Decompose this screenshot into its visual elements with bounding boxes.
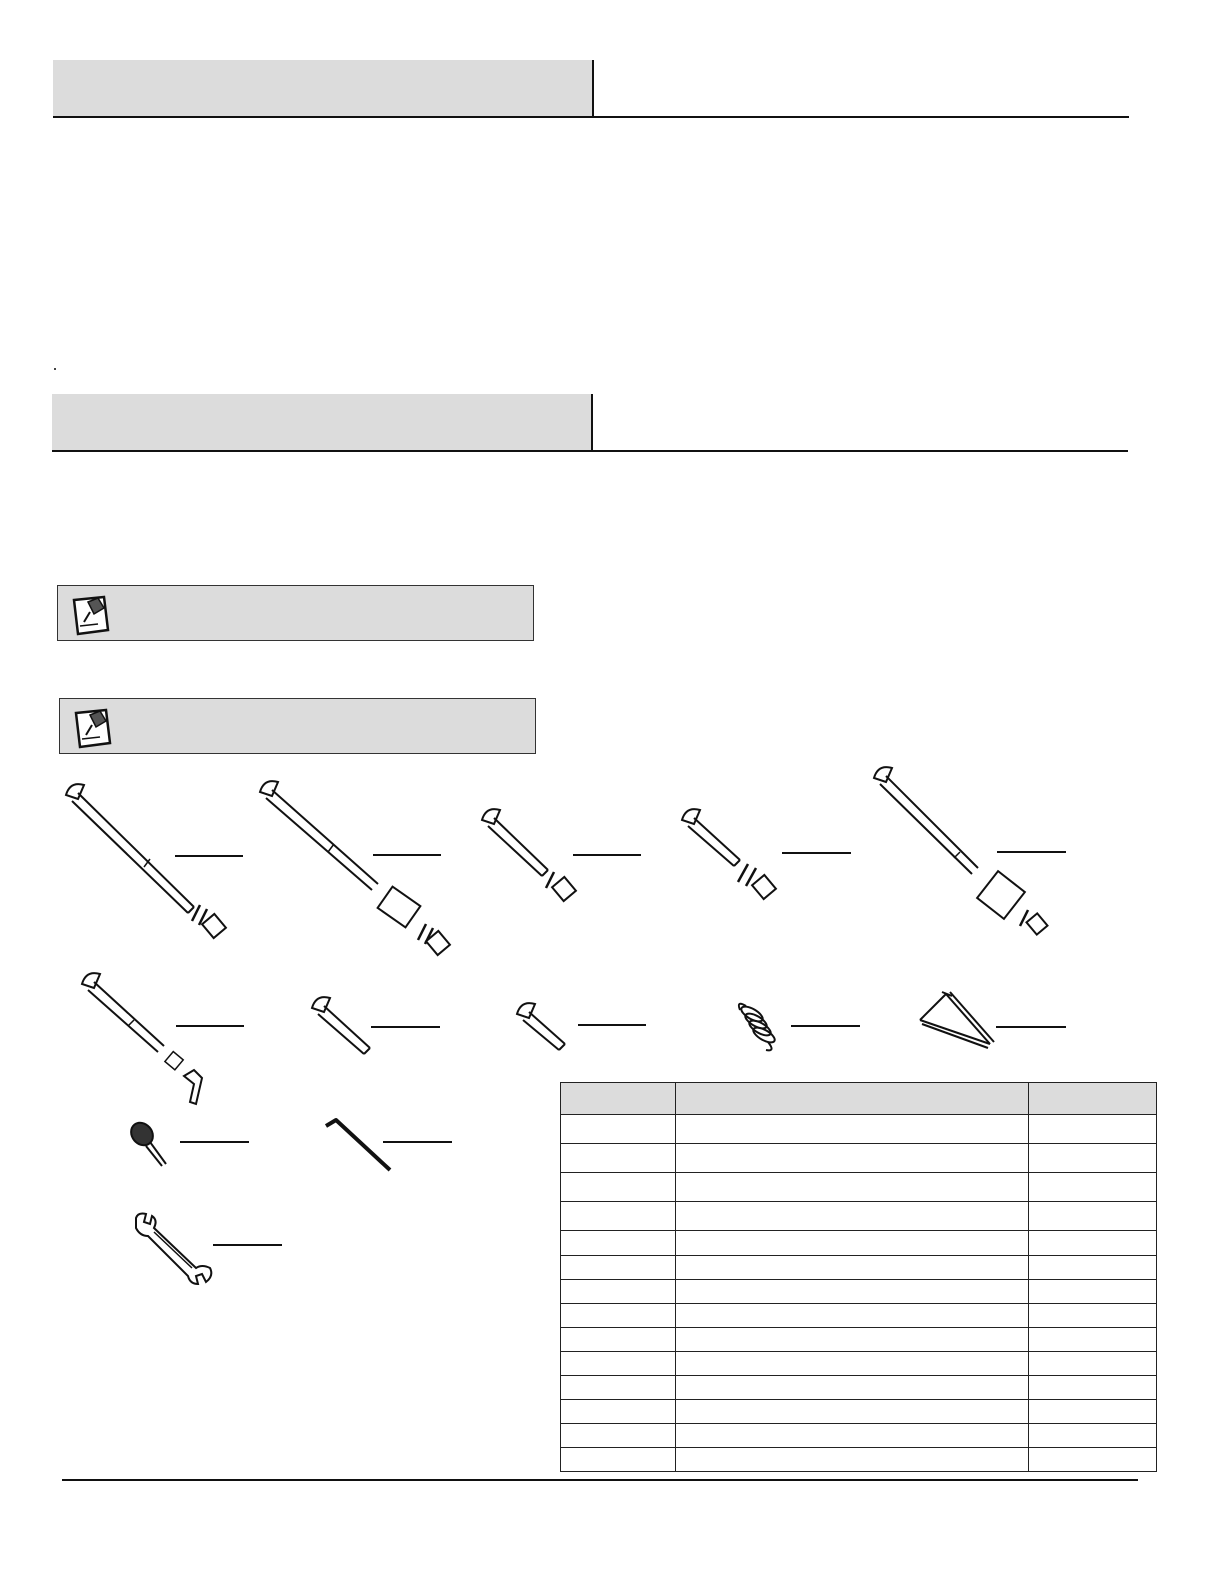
part-leader-line <box>573 854 641 856</box>
table-row <box>561 1256 1157 1280</box>
section-header-rule <box>52 450 1128 452</box>
table-cell <box>675 1448 1028 1472</box>
long-carriage-bolt-with-spacer-washer-and-nut-icon <box>254 772 454 964</box>
bolt-with-spacer-and-wing-nut-icon <box>78 966 218 1111</box>
part-leader-line <box>175 855 243 857</box>
note-box-2 <box>59 698 536 754</box>
open-end-wrench-icon <box>130 1210 216 1286</box>
note-box-1 <box>57 585 534 641</box>
long-carriage-bolt-with-washer-and-nut-icon <box>60 775 240 945</box>
section-header-2 <box>52 394 1128 452</box>
column-header <box>675 1083 1028 1115</box>
stray-mark <box>54 368 56 370</box>
table-cell <box>1029 1304 1157 1328</box>
part-leader-line <box>371 1026 440 1028</box>
table-cell <box>561 1173 676 1202</box>
a-frame-bracket-icon <box>916 988 996 1050</box>
table-cell <box>1029 1231 1157 1256</box>
table-cell <box>1029 1352 1157 1376</box>
long-bolt-with-spacer-and-nut-icon <box>870 760 1055 940</box>
table-cell <box>561 1231 676 1256</box>
note-pin-icon <box>70 705 116 751</box>
part-leader-line <box>373 854 441 856</box>
table-row <box>561 1173 1157 1202</box>
part-leader-line <box>383 1141 452 1143</box>
table-cell <box>561 1256 676 1280</box>
table-cell <box>675 1400 1028 1424</box>
table-row <box>561 1376 1157 1400</box>
section-header-shade <box>53 60 594 117</box>
table-cell <box>561 1328 676 1352</box>
table-cell <box>561 1304 676 1328</box>
table-row <box>561 1400 1157 1424</box>
note-pin-icon <box>68 592 114 638</box>
table-cell <box>675 1304 1028 1328</box>
table-cell <box>675 1231 1028 1256</box>
part-leader-line <box>997 851 1066 853</box>
table-row <box>561 1304 1157 1328</box>
table-cell <box>1029 1400 1157 1424</box>
table-cell <box>1029 1448 1157 1472</box>
short-bolt-with-washer-and-nut-icon <box>476 800 586 905</box>
table-cell <box>561 1400 676 1424</box>
table-header-row <box>561 1083 1157 1115</box>
table-cell <box>675 1352 1028 1376</box>
table-cell <box>675 1328 1028 1352</box>
table-row <box>561 1231 1157 1256</box>
table-cell <box>561 1352 676 1376</box>
table-cell <box>561 1448 676 1472</box>
table-cell <box>1029 1424 1157 1448</box>
table-cell <box>1029 1173 1157 1202</box>
part-leader-line <box>791 1025 860 1027</box>
spring-icon <box>726 996 786 1056</box>
column-header <box>561 1083 676 1115</box>
footer-rule <box>62 1479 1138 1481</box>
table-cell <box>1029 1376 1157 1400</box>
table-cell <box>675 1424 1028 1448</box>
table-cell <box>675 1376 1028 1400</box>
section-header-1 <box>53 60 1129 118</box>
table-cell <box>1029 1144 1157 1173</box>
table-cell <box>675 1280 1028 1304</box>
part-leader-line <box>180 1141 249 1143</box>
table-cell <box>1029 1328 1157 1352</box>
allen-wrench-icon <box>322 1116 396 1176</box>
section-header-rule <box>53 116 1129 118</box>
table-cell <box>1029 1280 1157 1304</box>
table-cell <box>1029 1202 1157 1231</box>
table-row <box>561 1352 1157 1376</box>
table-cell <box>675 1144 1028 1173</box>
part-leader-line <box>782 852 851 854</box>
table-cell <box>675 1115 1028 1144</box>
hardware-table <box>560 1082 1157 1472</box>
part-leader-line <box>996 1026 1066 1028</box>
section-header-shade <box>52 394 593 451</box>
table-row <box>561 1280 1157 1304</box>
part-leader-line <box>578 1024 646 1026</box>
table-cell <box>675 1173 1028 1202</box>
table-cell <box>561 1144 676 1173</box>
table-row <box>561 1144 1157 1173</box>
table-cell <box>561 1376 676 1400</box>
table-cell <box>1029 1256 1157 1280</box>
table-row <box>561 1115 1157 1144</box>
medium-bolt-icon <box>308 990 378 1056</box>
short-bolt-icon <box>513 996 571 1052</box>
table-cell <box>561 1424 676 1448</box>
table-cell <box>561 1202 676 1231</box>
column-header <box>1029 1083 1157 1115</box>
table-row <box>561 1424 1157 1448</box>
part-leader-line <box>213 1244 282 1246</box>
table-cell <box>1029 1115 1157 1144</box>
thumb-screw-icon <box>128 1120 172 1168</box>
table-row <box>561 1448 1157 1472</box>
table-cell <box>675 1202 1028 1231</box>
table-cell <box>561 1115 676 1144</box>
table-row <box>561 1328 1157 1352</box>
table-row <box>561 1202 1157 1231</box>
short-bolt-with-two-washers-and-nut-icon <box>676 800 791 910</box>
table-cell <box>561 1280 676 1304</box>
table-cell <box>675 1256 1028 1280</box>
part-leader-line <box>176 1025 244 1027</box>
